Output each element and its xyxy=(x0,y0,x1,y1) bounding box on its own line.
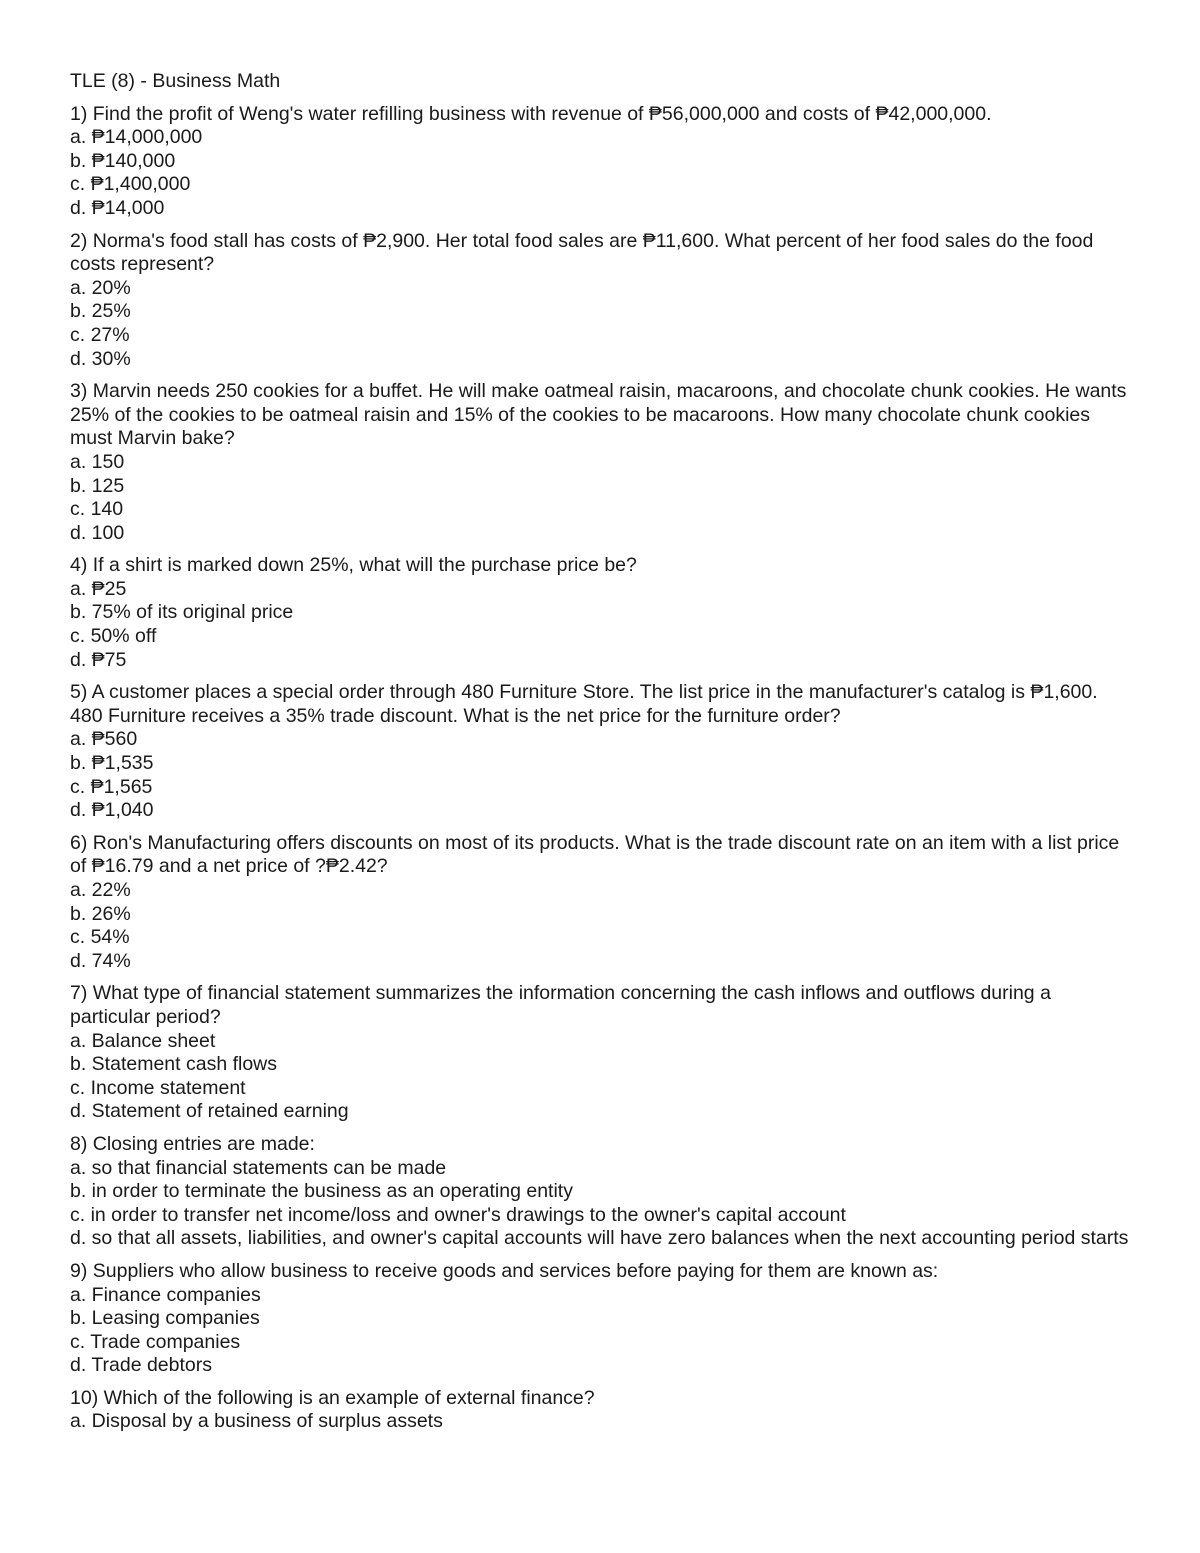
answer-option-b: b. Statement cash flows xyxy=(70,1053,278,1076)
answer-option-a: a. ₱25 xyxy=(70,577,127,600)
answer-option-c: c. 140 xyxy=(70,498,124,521)
answer-option-b: b. ₱140,000 xyxy=(70,149,176,172)
question-9 xyxy=(70,1260,1135,1378)
answer-option-d: d. 100 xyxy=(70,521,125,544)
question-3 xyxy=(70,380,1135,545)
question-8 xyxy=(70,1133,1135,1251)
answer-option-c: c. Income statement xyxy=(70,1076,246,1099)
document-page xyxy=(70,70,1135,1443)
answer-option-c: c. ₱1,400,000 xyxy=(70,173,191,196)
answer-option-b: b. Leasing companies xyxy=(70,1307,260,1330)
answer-option-b: b. ₱1,535 xyxy=(70,752,154,775)
answer-option-d: d. 30% xyxy=(70,347,131,370)
question-text: 7) What type of financial statement summarizes the information concerning the cash inflows and outflows during a particular period? xyxy=(70,982,1051,1028)
answer-option-c: c. 50% off xyxy=(70,625,157,648)
answer-option-d: d. ₱75 xyxy=(70,648,127,671)
answer-option-a: a. 22% xyxy=(70,879,131,901)
question-6 xyxy=(70,832,1135,974)
answer-option-a: a. Balance sheet xyxy=(70,1029,216,1052)
answer-option-b: b. 125 xyxy=(70,474,125,497)
question-5 xyxy=(70,681,1135,823)
answer-option-b: b. 25% xyxy=(70,300,131,323)
question-2 xyxy=(70,230,1135,372)
answer-option-c: c. Trade companies xyxy=(70,1330,241,1353)
question-text: 1) Find the profit of Weng's water refilling business with revenue of ₱56,000,000 and costs of ₱42,000,000. xyxy=(70,102,992,125)
question-text: 10) Which of the following is an example of external finance? xyxy=(70,1386,595,1409)
answer-option-a: a. ₱14,000,000 xyxy=(70,126,203,149)
answer-option-c: c. in order to transfer net income/loss and owner's drawings to the owner's capital account xyxy=(70,1203,846,1226)
answer-option-c: c. ₱1,565 xyxy=(70,775,153,798)
answer-option-a: a. 150 xyxy=(70,450,125,473)
question-4 xyxy=(70,554,1135,672)
answer-option-a: a. 20% xyxy=(70,276,131,299)
question-7 xyxy=(70,982,1135,1124)
question-text: 8) Closing entries are made: xyxy=(70,1132,315,1155)
answer-option-c: c. 27% xyxy=(70,323,130,346)
question-text: 2) Norma's food stall has costs of ₱2,900. Her total food sales are ₱11,600. What percent of her food sales do the food costs represent? xyxy=(70,229,1094,276)
answer-option-d: d. ₱1,040 xyxy=(70,799,154,822)
document-title: TLE (8) - Business Math xyxy=(70,70,281,92)
question-text: 3) Marvin needs 250 cookies for a buffet. He will make oatmeal raisin, macaroons, and chocolate chunk cookies. He wants 25% of the cookies to be oatmeal raisin and 15% of the cookies to be macaroons. How many chocolate chunk cookies must Marvin bake? xyxy=(70,380,1127,450)
answer-option-b: b. in order to terminate the business as an operating entity xyxy=(70,1180,573,1203)
question-text: 6) Ron's Manufacturing offers discounts on most of its products. What is the trade discount rate on an item with a list price of ₱16.79 and a net price of ?₱2.42? xyxy=(70,831,1120,878)
answer-option-a: a. so that financial statements can be made xyxy=(70,1156,447,1179)
answer-option-b: b. 75% of its original price xyxy=(70,601,294,624)
answer-option-d: d. Statement of retained earning xyxy=(70,1100,349,1123)
answer-option-c: c. 54% xyxy=(70,926,130,949)
question-10 xyxy=(70,1387,1135,1434)
answer-option-d: d. ₱14,000 xyxy=(70,196,165,219)
answer-option-d: d. 74% xyxy=(70,949,131,972)
answer-option-d: d. Trade debtors xyxy=(70,1354,213,1377)
answer-option-b: b. 26% xyxy=(70,902,131,925)
question-text: 9) Suppliers who allow business to receive goods and services before paying for them are known as: xyxy=(70,1259,939,1282)
answer-option-a: a. Finance companies xyxy=(70,1283,261,1306)
question-text: 5) A customer places a special order through 480 Furniture Store. The list price in the manufacturer's catalog is ₱1,600. 480 Furniture receives a 35% trade discount. What is the net price for the furniture order? xyxy=(70,681,1098,727)
answer-option-a: a. Disposal by a business of surplus assets xyxy=(70,1410,443,1433)
question-text: 4) If a shirt is marked down 25%, what will the purchase price be? xyxy=(70,554,637,577)
answer-option-a: a. ₱560 xyxy=(70,728,138,751)
question-1 xyxy=(70,103,1135,221)
answer-option-d: d. so that all assets, liabilities, and owner's capital accounts will have zero balances when the next accounting period starts xyxy=(70,1227,1129,1250)
